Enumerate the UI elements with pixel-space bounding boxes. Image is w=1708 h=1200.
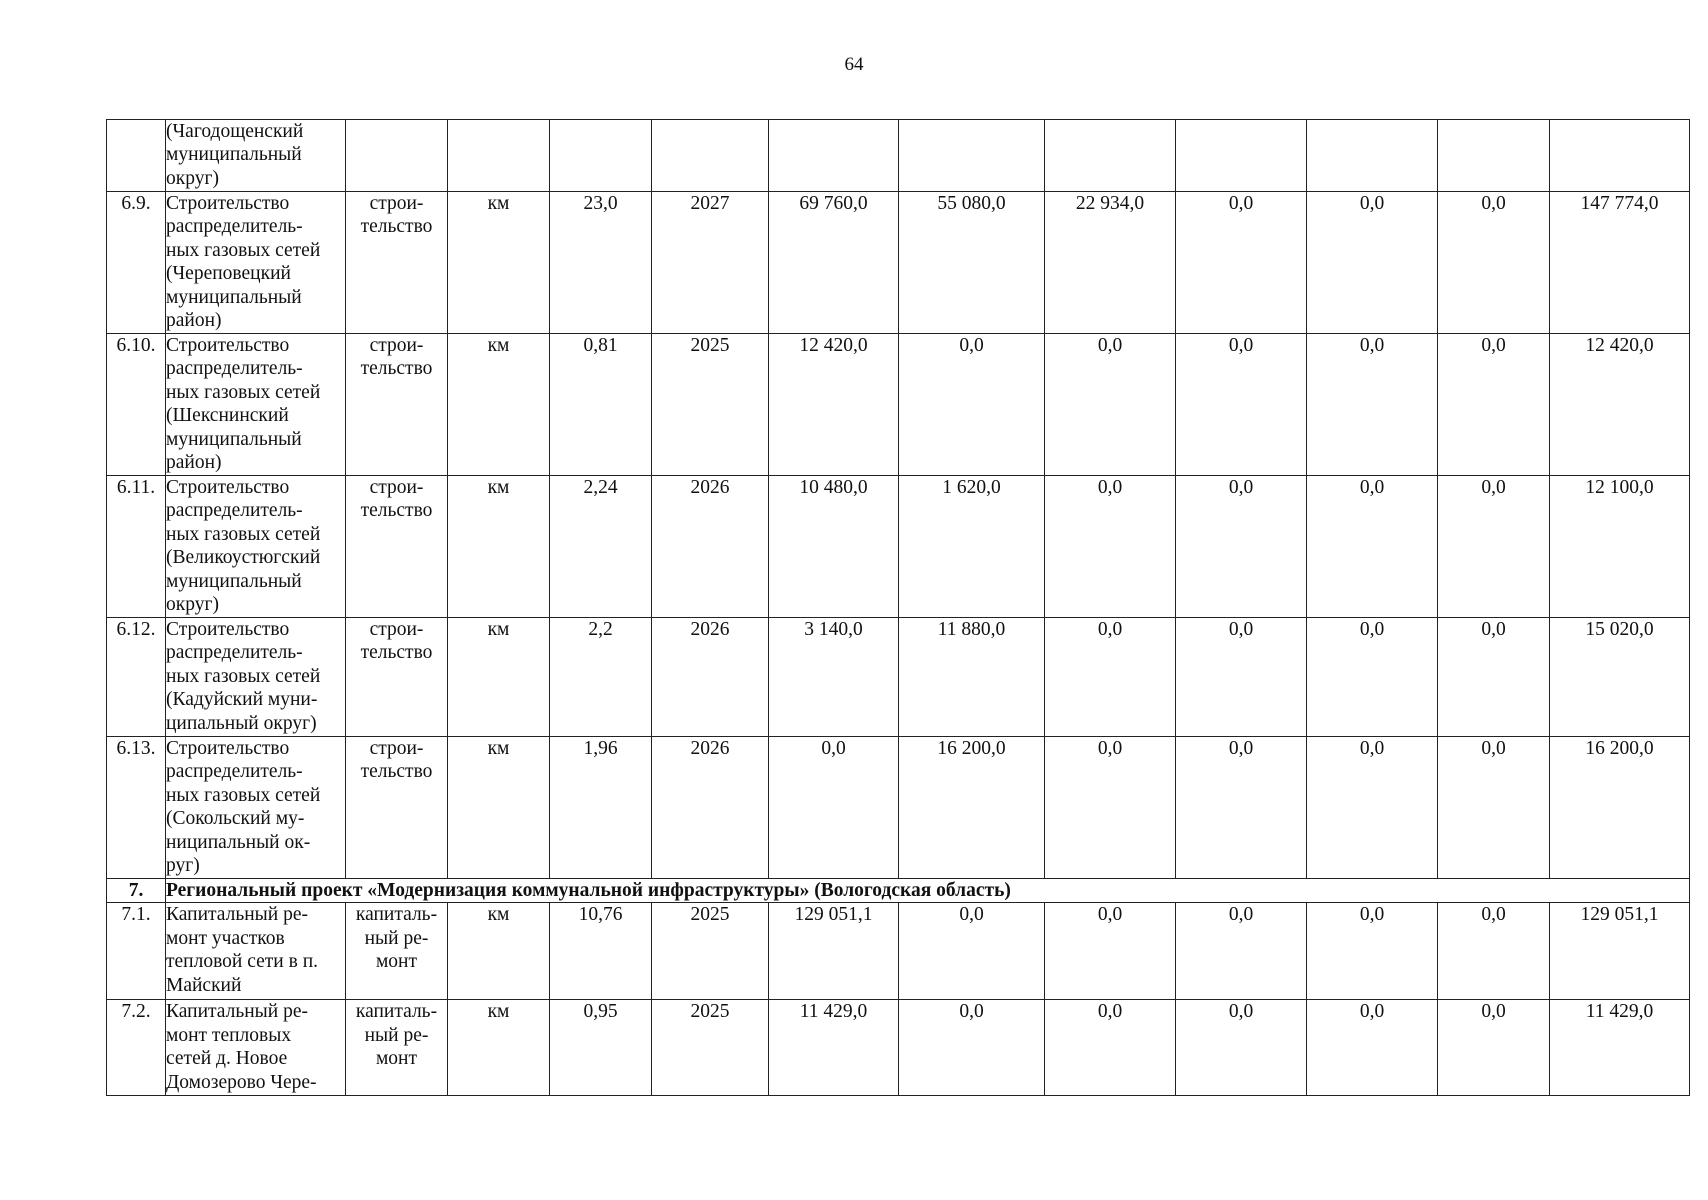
row-number: 6.11. xyxy=(107,476,166,618)
work-type-line: тельство xyxy=(360,358,433,380)
year: 2025 xyxy=(652,903,769,1000)
table-row xyxy=(107,1000,1690,1096)
funding-v1: 10 480,0 xyxy=(769,476,899,618)
section-title: Региональный проект «Модернизация коммунальной инфраструктуры» (Вологодская область) xyxy=(166,879,1690,903)
object-name-line: Майский xyxy=(166,974,242,996)
work-type xyxy=(346,1000,448,1096)
object-name-line: муниципальный xyxy=(166,286,302,308)
funding-v3: 0,0 xyxy=(1045,1000,1176,1096)
funding-v3: 0,0 xyxy=(1045,334,1176,476)
object-name-line: район) xyxy=(166,310,222,332)
funding-v6: 0,0 xyxy=(1438,618,1550,737)
funding-v4: 0,0 xyxy=(1176,737,1307,879)
object-name-line: тепловой сети в п. xyxy=(166,951,319,973)
table-row xyxy=(107,120,1690,192)
work-type xyxy=(346,334,448,476)
total: 15 020,0 xyxy=(1550,618,1690,737)
row-number: 6.10. xyxy=(107,334,166,476)
year: 2027 xyxy=(652,192,769,334)
work-type xyxy=(346,476,448,618)
work-type xyxy=(346,192,448,334)
section-row xyxy=(107,879,1690,903)
total: 147 774,0 xyxy=(1550,192,1690,334)
unit: км xyxy=(448,903,550,1000)
object-name xyxy=(166,618,346,737)
work-type-line: монт xyxy=(375,1048,418,1070)
unit: км xyxy=(448,192,550,334)
object-name-line: муниципальный xyxy=(166,144,302,166)
work-type-line: строи- xyxy=(369,738,424,759)
work-type-line: капиталь- xyxy=(355,1001,438,1023)
object-name-line: район) xyxy=(166,452,222,474)
funding-v5: 0,0 xyxy=(1307,903,1438,1000)
object-name-line: Капитальный ре- xyxy=(166,1001,308,1023)
funding-v2: 55 080,0 xyxy=(899,192,1045,334)
capacity: 23,0 xyxy=(550,192,652,334)
table-row xyxy=(107,618,1690,737)
object-name-line: распределитель- xyxy=(166,216,303,238)
capacity: 10,76 xyxy=(550,903,652,1000)
funding-v5 xyxy=(1307,120,1438,192)
object-name-line: Домозерово Чере- xyxy=(166,1071,317,1093)
year: 2025 xyxy=(652,334,769,476)
table-row xyxy=(107,737,1690,879)
work-type xyxy=(346,737,448,879)
object-name-line: ных газовых сетей xyxy=(166,239,321,261)
unit: км xyxy=(448,334,550,476)
funding-v2: 1 620,0 xyxy=(899,476,1045,618)
funding-v1: 11 429,0 xyxy=(769,1000,899,1096)
work-type-line: тельство xyxy=(360,500,433,522)
total: 12 100,0 xyxy=(1550,476,1690,618)
funding-v2: 0,0 xyxy=(899,1000,1045,1096)
funding-v4 xyxy=(1176,120,1307,192)
row-number xyxy=(107,120,166,192)
object-name-line: Строительство xyxy=(166,193,290,214)
object-name-line: (Кадуйский муни- xyxy=(166,689,318,711)
object-name-line: распределитель- xyxy=(166,500,303,522)
funding-v2: 11 880,0 xyxy=(899,618,1045,737)
funding-v5: 0,0 xyxy=(1307,737,1438,879)
object-name-line: (Сокольский му- xyxy=(166,808,305,830)
object-name-line: распределитель- xyxy=(166,761,303,783)
capacity: 0,95 xyxy=(550,1000,652,1096)
page-number: 64 xyxy=(844,54,864,75)
funding-v6: 0,0 xyxy=(1438,334,1550,476)
object-name-line: ных газовых сетей xyxy=(166,784,321,806)
object-name-line: (Великоустюгский xyxy=(166,547,321,569)
work-type-line: строи- xyxy=(369,477,424,498)
work-type-line: тельство xyxy=(360,761,433,783)
funding-v4: 0,0 xyxy=(1176,192,1307,334)
unit: км xyxy=(448,737,550,879)
total xyxy=(1550,120,1690,192)
object-name-line: распределитель- xyxy=(166,358,303,380)
object-name-line: ных газовых сетей xyxy=(166,381,321,403)
object-name-line: монт тепловых xyxy=(166,1024,292,1046)
object-name-line: муниципальный xyxy=(166,570,302,592)
year: 2026 xyxy=(652,618,769,737)
work-type-line: тельство xyxy=(360,216,433,238)
funding-v5: 0,0 xyxy=(1307,1000,1438,1096)
object-name xyxy=(166,476,346,618)
funding-v3: 22 934,0 xyxy=(1045,192,1176,334)
table-row xyxy=(107,334,1690,476)
capacity: 2,2 xyxy=(550,618,652,737)
work-type-line: тельство xyxy=(360,642,433,664)
object-name-line: Строительство xyxy=(166,335,290,356)
object-name-line: руг) xyxy=(166,855,200,877)
row-number: 6.13. xyxy=(107,737,166,879)
funding-v1: 0,0 xyxy=(769,737,899,879)
object-name-line: (Череповецкий xyxy=(166,263,291,285)
funding-v5: 0,0 xyxy=(1307,192,1438,334)
funding-v1 xyxy=(769,120,899,192)
object-name-line: сетей д. Новое xyxy=(166,1048,288,1070)
table-row xyxy=(107,192,1690,334)
total: 11 429,0 xyxy=(1550,1000,1690,1096)
object-name xyxy=(166,903,346,1000)
funding-v4: 0,0 xyxy=(1176,334,1307,476)
object-name-line: округ) xyxy=(166,167,219,189)
unit: км xyxy=(448,1000,550,1096)
funding-v1: 69 760,0 xyxy=(769,192,899,334)
year: 2025 xyxy=(652,1000,769,1096)
funding-v5: 0,0 xyxy=(1307,618,1438,737)
total: 129 051,1 xyxy=(1550,903,1690,1000)
object-name-line: муниципальный xyxy=(166,428,302,450)
funding-v3: 0,0 xyxy=(1045,903,1176,1000)
work-type xyxy=(346,903,448,1000)
capacity xyxy=(550,120,652,192)
capacity: 2,24 xyxy=(550,476,652,618)
unit xyxy=(448,120,550,192)
funding-v1: 3 140,0 xyxy=(769,618,899,737)
work-type-line: монт xyxy=(375,951,418,973)
funding-v5: 0,0 xyxy=(1307,334,1438,476)
funding-v6 xyxy=(1438,120,1550,192)
row-number: 6.12. xyxy=(107,618,166,737)
row-number: 7.2. xyxy=(107,1000,166,1096)
funding-v4: 0,0 xyxy=(1176,903,1307,1000)
total: 16 200,0 xyxy=(1550,737,1690,879)
funding-v4: 0,0 xyxy=(1176,476,1307,618)
work-type-line: строи- xyxy=(369,619,424,640)
year xyxy=(652,120,769,192)
row-number: 7.1. xyxy=(107,903,166,1000)
work-type xyxy=(346,618,448,737)
year: 2026 xyxy=(652,476,769,618)
object-name-line: Капитальный ре- xyxy=(166,904,308,926)
object-name-line: ных газовых сетей xyxy=(166,665,321,687)
funding-v5: 0,0 xyxy=(1307,476,1438,618)
funding-v6: 0,0 xyxy=(1438,1000,1550,1096)
funding-v3: 0,0 xyxy=(1045,618,1176,737)
work-type-line: капиталь- xyxy=(355,904,438,926)
table-body xyxy=(107,120,1690,1096)
object-name xyxy=(166,737,346,879)
funding-v6: 0,0 xyxy=(1438,476,1550,618)
work-type-line: ный ре- xyxy=(364,1024,429,1046)
funding-v6: 0,0 xyxy=(1438,903,1550,1000)
work-type-line: строи- xyxy=(369,193,424,214)
funding-v4: 0,0 xyxy=(1176,618,1307,737)
funding-v6: 0,0 xyxy=(1438,192,1550,334)
table-row xyxy=(107,903,1690,1000)
funding-v6: 0,0 xyxy=(1438,737,1550,879)
section-number: 7. xyxy=(107,879,166,903)
object-name-line: Строительство xyxy=(166,619,290,640)
unit: км xyxy=(448,476,550,618)
object-name-line: ниципальный ок- xyxy=(166,831,311,853)
object-name-line: ципальный округ) xyxy=(166,712,317,734)
work-type xyxy=(346,120,448,192)
row-number: 6.9. xyxy=(107,192,166,334)
funding-v2 xyxy=(899,120,1045,192)
object-name-line: монт участков xyxy=(166,927,285,949)
object-name-line: (Чагодощенский xyxy=(166,121,304,142)
unit: км xyxy=(448,618,550,737)
object-name xyxy=(166,1000,346,1096)
capacity: 1,96 xyxy=(550,737,652,879)
object-name-line: распределитель- xyxy=(166,642,303,664)
object-name-line: (Шекснинский xyxy=(166,405,289,427)
table-row xyxy=(107,476,1690,618)
total: 12 420,0 xyxy=(1550,334,1690,476)
funding-v4: 0,0 xyxy=(1176,1000,1307,1096)
object-name-line: округ) xyxy=(166,594,219,616)
year: 2026 xyxy=(652,737,769,879)
funding-v1: 129 051,1 xyxy=(769,903,899,1000)
funding-v2: 16 200,0 xyxy=(899,737,1045,879)
object-name xyxy=(166,192,346,334)
funding-v3: 0,0 xyxy=(1045,737,1176,879)
funding-v1: 12 420,0 xyxy=(769,334,899,476)
object-name xyxy=(166,120,346,192)
capacity: 0,81 xyxy=(550,334,652,476)
work-type-line: ный ре- xyxy=(364,927,429,949)
object-name-line: Строительство xyxy=(166,477,290,498)
funding-v3: 0,0 xyxy=(1045,476,1176,618)
funding-v3 xyxy=(1045,120,1176,192)
funding-v2: 0,0 xyxy=(899,334,1045,476)
object-name-line: Строительство xyxy=(166,738,290,759)
budget-table xyxy=(106,119,1690,1096)
work-type-line: строи- xyxy=(369,335,424,356)
object-name-line: ных газовых сетей xyxy=(166,523,321,545)
object-name xyxy=(166,334,346,476)
funding-v2: 0,0 xyxy=(899,903,1045,1000)
